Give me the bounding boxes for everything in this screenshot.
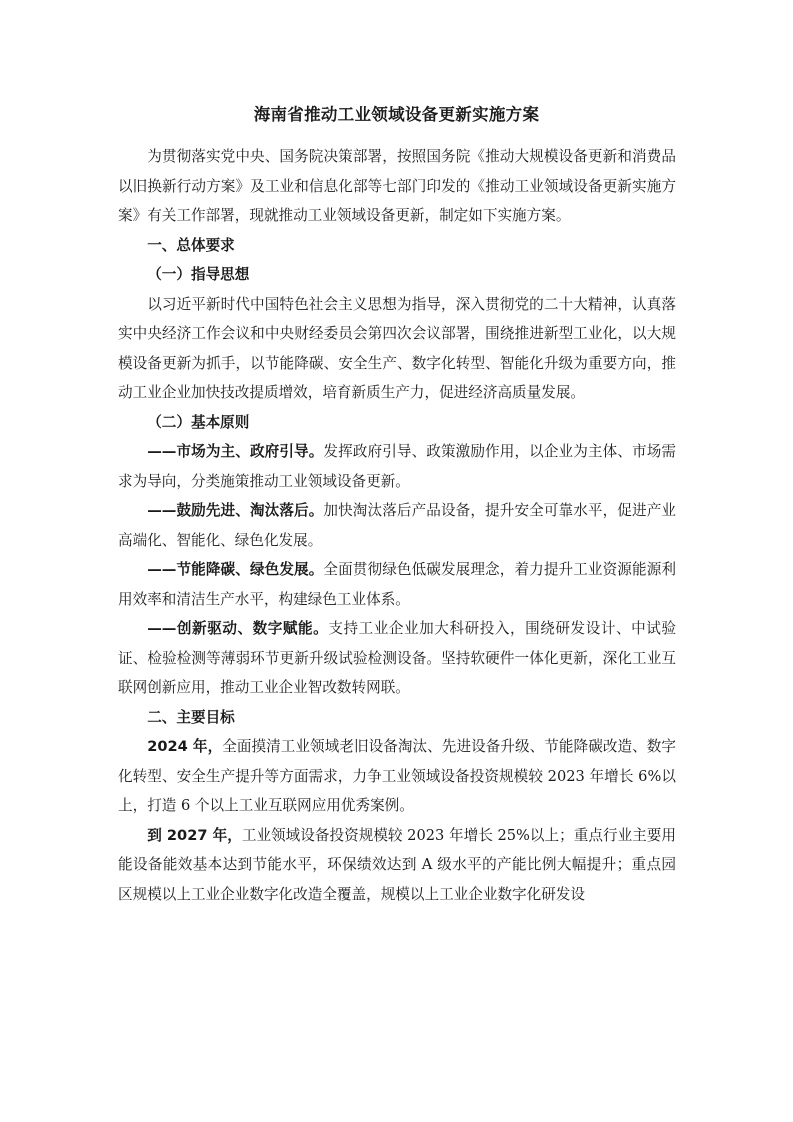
- principle-paragraph: [118, 496, 676, 555]
- goal-text: 全面摸清工业领域老旧设备淘汰、先进设备升级、节能降碳改造、数字化转型、安全生产提升等方面需求，力争工业领域设备投资规模较 2023 年增长 6%以上，打造 6 个以上工业互联网应用优秀案例。: [118, 738, 676, 814]
- goal-paragraph: [118, 821, 676, 910]
- goal-lead: 到 2027 年，: [147, 826, 242, 844]
- document-body: [118, 142, 676, 909]
- section-heading-overall-requirements: 一、总体要求: [147, 236, 235, 254]
- goal-text: 工业领域设备投资规模较 2023 年增长 25%以上；重点行业主要用能设备能效基本达到节能水平，环保绩效达到 A 级水平的产能比例大幅提升；重点园区规模以上工业企业数字化改造全覆盖，规模以上工业企业数字化研发设: [118, 826, 676, 903]
- subsection-heading-guiding-ideology: （一）指导思想: [147, 266, 250, 283]
- subsection-heading-basic-principles: （二）基本原则: [147, 413, 250, 431]
- goal-paragraph: [118, 732, 676, 821]
- document-title: 海南省推动工业领域设备更新实施方案: [253, 105, 540, 124]
- principle-paragraph: [118, 614, 676, 703]
- principle-lead: ——市场为主、政府引导。: [147, 443, 324, 460]
- guiding-ideology-paragraph: 以习近平新时代中国特色社会主义思想为指导，深入贯彻党的二十大精神，认真落实中央经济工作会议和中央财经委员会第四次会议部署，围绕推进新型工业化，以大规模设备更新为抓手，以节能降碳、安全生产、数字化转型、智能化升级为重要方向，推动工业企业加快技改提质增效，培育新质生产力，促进经济高质量发展。: [118, 295, 676, 401]
- intro-paragraph: 为贯彻落实党中央、国务院决策部署，按照国务院《推动大规模设备更新和消费品以旧换新行动方案》及工业和信息化部等七部门印发的《推动工业领域设备更新实施方案》有关工作部署，现就推动工业领域设备更新，制定如下实施方案。: [118, 148, 676, 224]
- principle-lead: ——创新驱动、数字赋能。: [147, 620, 329, 637]
- principle-text: 全面贯彻绿色低碳发展理念，着力提升工业资源能源利用效率和清洁生产水平，构建绿色工业体系。: [118, 561, 676, 608]
- section-heading-main-goals: 二、主要目标: [147, 708, 235, 726]
- principle-text: 支持工业企业加大科研投入，围绕研发设计、中试验证、检验检测等薄弱环节更新升级试验检测设备。坚持软硬件一体化更新，深化工业互联网创新应用，推动工业企业智改数转网联。: [118, 620, 676, 696]
- principle-text: 发挥政府引导、政策激励作用，以企业为主体、市场需求为导向，分类施策推动工业领域设备更新。: [118, 443, 676, 490]
- principle-lead: ——鼓励先进、淘汰落后。: [147, 502, 324, 519]
- principle-paragraph: [118, 555, 676, 614]
- principle-paragraph: [118, 437, 676, 496]
- principle-text: 加快淘汰落后产品设备，提升安全可靠水平，促进产业高端化、智能化、绿色化发展。: [118, 502, 676, 549]
- principle-lead: ——节能降碳、绿色发展。: [147, 561, 324, 578]
- goal-lead: 2024 年，: [147, 738, 223, 755]
